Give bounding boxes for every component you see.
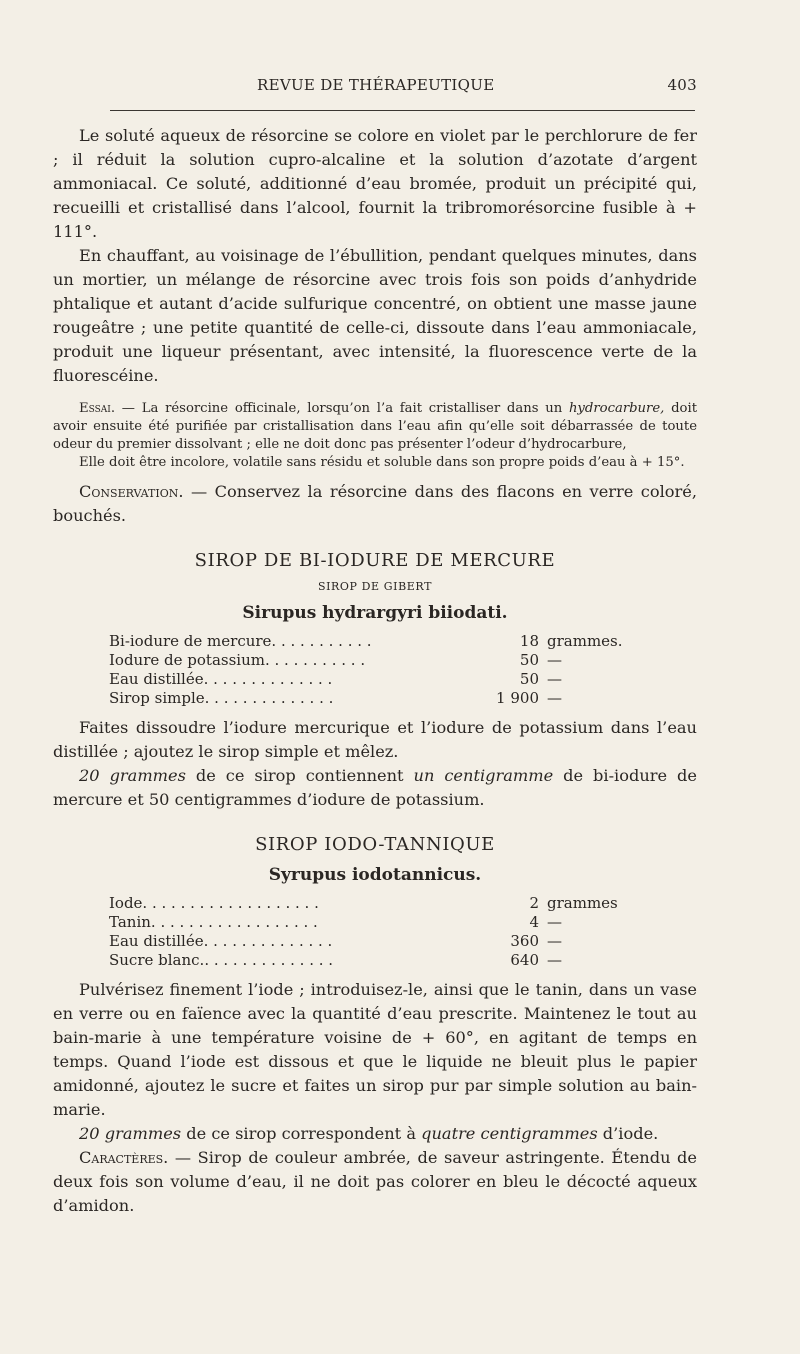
ingredient: Bi-iodure de mercure. . . . . . . . . . . (109, 632, 372, 650)
ingredient: Tanin. . . . . . . . . . . . . . . . . . (109, 913, 318, 931)
unit: — (547, 689, 562, 707)
paragraph: Pulvérisez finement l’iode ; introduisez-le, ainsi que le tanin, dans un vase en verre ou en faïence avec la quantité d’eau prescrite. Maintenez le tout au bain-marie à une température voisine de + 60°, en agitant de temps en temps. Quand l’iode est dissous et que le liquide ne bleuit plus le papier amidonné, ajoutez le sucre et faites un sirop pur par simple solution au bain-marie. (53, 980, 697, 1119)
ingredient: Eau distillée. . . . . . . . . . . . . . (109, 932, 333, 950)
caracteres-text: — Sirop de couleur ambrée, de saveur astringente. Étendu de deux fois son volume d’eau, il ne doit pas colorer en bleu le décocté aqueux d’amidon. (53, 1148, 697, 1215)
recipe-table (109, 632, 667, 708)
emphasis: quatre centigrammes (421, 1124, 598, 1143)
running-title: REVUE DE THÉRAPEUTIQUE (257, 76, 495, 94)
quantity: 50 (519, 651, 539, 669)
essai-text-b: doit avoir ensuite été purifiée par cristallisation dans l’eau afin qu’elle soit débarrassée de toute odeur du premier dissolvant ; elle ne doit donc pas présenter l’odeur d’hydrocarbure, (53, 401, 697, 452)
unit: grammes (547, 894, 618, 912)
conservation-paragraph (53, 480, 697, 528)
table-row (109, 632, 667, 651)
running-header (112, 76, 697, 102)
paragraph: En chauffant, au voisinage de l’ébullition, pendant quelques minutes, dans un mortier, un mélange de résorcine avec trois fois son poids d’anhydride phtalique et autant d’acide sulfurique concentré, on obtient une masse jaune rougeâtre ; une petite quantité de celle-ci, dissoute dans l’eau ammoniacale, produit une liqueur présentant, avec intensité, la fluorescence verte de la fluorescéine. (53, 246, 697, 385)
ingredient: Iodure de potassium. . . . . . . . . . . (109, 651, 366, 669)
unit: — (547, 932, 562, 950)
text-run: d’iode. (597, 1124, 659, 1143)
section-title: SIROP IODO-TANNIQUE (255, 834, 495, 855)
quantity: 4 (529, 913, 539, 931)
essai-label: Essai. (79, 401, 116, 416)
conservation-label: Conservation. (79, 482, 184, 501)
quantity: 50 (519, 670, 539, 688)
paragraph (53, 1122, 697, 1146)
quantity: 2 (529, 894, 539, 912)
text-run: de ce sirop contiennent (185, 766, 414, 785)
page-number: 403 (667, 76, 697, 94)
paragraph: Faites dissoudre l’iodure mercurique et l’iodure de potassium dans l’eau distillée ; ajoutez le sirop simple et mêlez. (53, 718, 697, 761)
paragraph: Le soluté aqueux de résorcine se colore en violet par le perchlorure de fer ; il réduit la solution cupro-alcaline et la solution d’azotate d’argent ammoniacal. Ce soluté, additionné d’eau bromée, produit un précipité qui, recueilli et cristallisé dans l’alcool, fournit la tribromorésorcine fusible à + 111°. (53, 126, 697, 241)
ingredient: Sucre blanc.. . . . . . . . . . . . . . (109, 951, 334, 969)
quantity: 640 (510, 951, 539, 969)
ingredient: Sirop simple. . . . . . . . . . . . . . (109, 689, 334, 707)
ingredient: Eau distillée. . . . . . . . . . . . . . (109, 670, 333, 688)
quantity: 360 (510, 932, 539, 950)
table-row (109, 894, 667, 913)
table-row (109, 689, 667, 708)
latin-name: Sirupus hydrargyri biiodati. (242, 603, 508, 623)
unit: — (547, 951, 562, 969)
text-run: de ce sirop correspondent à (181, 1124, 422, 1143)
table-row (109, 670, 667, 689)
unit: — (547, 670, 562, 688)
table-row (109, 951, 667, 970)
emphasis: un centigramme (413, 766, 554, 785)
quantity: 18 (519, 632, 539, 650)
emphasis: 20 grammes (79, 766, 186, 785)
latin-name: Syrupus iodotannicus. (268, 865, 482, 885)
body-text (53, 124, 697, 1218)
sirop-biiodure-section (53, 548, 697, 812)
emphasis: 20 grammes (79, 1124, 182, 1143)
essai-text-a: — La résorcine officinale, lorsqu’on l’a fait cristalliser dans un (115, 401, 569, 416)
header-rule (110, 110, 695, 111)
caracteres-label: Caractères. (79, 1148, 169, 1167)
recipe-table (109, 894, 667, 970)
conservation-text: — Conservez la résorcine dans des flacons en verre coloré, bouchés. (53, 482, 697, 525)
caracteres-paragraph (53, 1146, 697, 1218)
paragraph (53, 764, 697, 812)
essai-emphasis: hydrocarbure, (568, 401, 665, 416)
sirop-iodotannique-section (53, 832, 697, 1218)
essai-section (53, 400, 697, 472)
table-row (109, 913, 667, 932)
essai-paragraph-2: Elle doit être incolore, volatile sans résidu et soluble dans son propre poids d’eau à + 15°. (79, 455, 685, 470)
quantity: 1 900 (496, 689, 539, 707)
table-row (109, 651, 667, 670)
essai-paragraph (53, 400, 697, 454)
table-row (109, 932, 667, 951)
unit: — (547, 913, 562, 931)
unit: — (547, 651, 562, 669)
section-subtitle: SIROP DE GIBERT (317, 580, 433, 593)
section-title: SIROP DE BI-IODURE DE MERCURE (194, 550, 556, 571)
text-run: de bi-iodure de mercure et 50 centigrammes d’iodure de potassium. (53, 766, 697, 809)
unit: grammes. (547, 632, 623, 650)
ingredient: Iode. . . . . . . . . . . . . . . . . . . (109, 894, 319, 912)
